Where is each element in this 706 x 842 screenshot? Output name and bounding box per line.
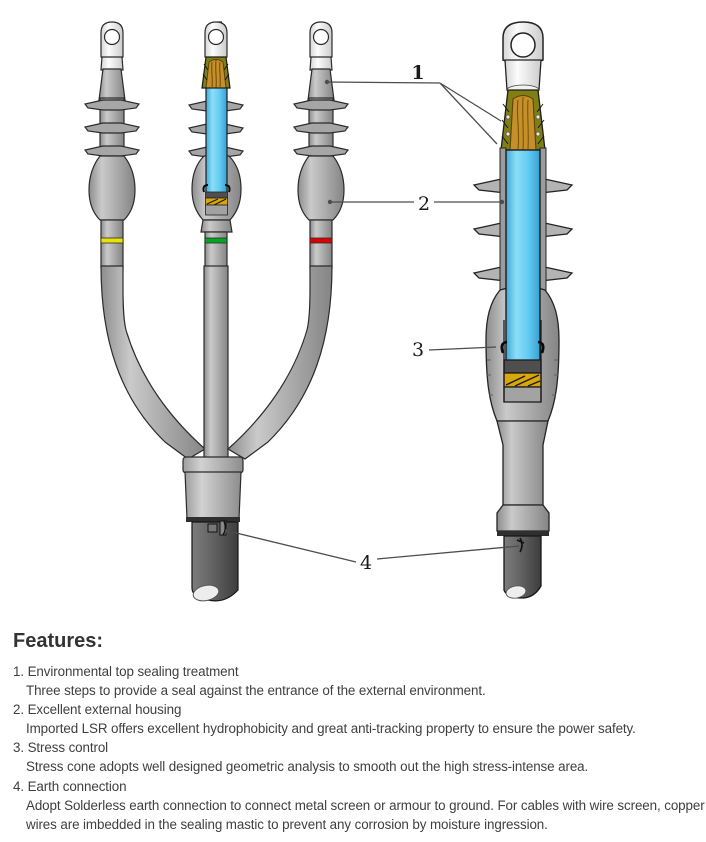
sealing-dot [536,132,540,136]
lug-barrel [101,57,123,70]
feature-description: Adopt Solderless earth connection to connect metal screen or armour to ground. For cables with wire screen, copper wires are imbedded in the sealing mastic to prevent any corrosion by moisture ingression. [26,797,705,832]
boot-collar [183,457,243,473]
cutaway-lower-gray [504,387,541,402]
feature-item-3 [13,738,706,776]
callout-3-label: 3 [411,339,425,361]
lower-tube [497,421,548,505]
housing-neck [308,69,334,100]
phase-band-yellow [101,238,123,243]
feature-description: Imported LSR offers excellent hydrophobicity and great anti-tracking property to ensure the power safety. [26,721,636,737]
feature-title: Environmental top sealing treatment [27,664,239,679]
bottom-collar [497,505,549,531]
callouts [225,62,519,574]
termination-phase-right [228,22,348,459]
shed-1 [85,100,139,110]
three-core-termination [85,22,348,603]
phase-cable [204,266,228,458]
feature-item-1 [13,662,706,700]
housing-neck [99,69,125,100]
lug-hole [314,30,329,45]
feature-title: Earth connection [27,778,127,794]
boot-body [185,472,241,519]
insulation-blue [506,150,540,362]
lug-barrel [310,57,332,70]
feature-number: 3. [13,740,24,756]
leader-line [228,531,519,562]
leader-dot [225,529,229,533]
leader-line [327,82,501,144]
lower-tube [205,232,227,268]
feature-description: Stress cone adopts well designed geometric analysis to smooth out the high stress-intense area. [26,759,589,775]
leader-dot [500,200,504,204]
cutaway-lower-gray [206,205,228,215]
semicon-band [504,360,541,373]
callout-2 [328,193,504,215]
shed-2 [85,123,139,133]
phase-band-red [310,238,332,243]
callout-1-label: 1 [411,62,425,84]
termination-phase-middle-cutaway [189,22,243,458]
shed-3 [85,146,139,156]
copper-tape [504,373,541,387]
callout-4-label: 4 [359,552,373,574]
sealing-dot [506,115,510,119]
lug-hole [105,30,120,45]
feature-number: 2. [13,702,24,718]
feature-title: Stress control [27,740,109,756]
earth-clamp [208,524,217,532]
feature-description: Three steps to provide a seal against the entrance of the external environment. [26,683,486,699]
phase-cable [228,266,332,459]
breakout-boot [183,457,243,603]
housing-wall-left [500,148,506,300]
feature-item-4 [13,777,706,834]
lower-tube [310,220,332,268]
lug-hole [209,30,224,45]
phase-cable [101,266,205,459]
feature-title: Excellent external housing [27,702,182,718]
features-section [0,630,706,834]
callout-1 [325,62,501,144]
stress-cone-body [298,156,344,220]
feature-number: 1. [13,664,24,679]
callout-4 [225,529,519,574]
boot-cable-junction [186,517,240,522]
single-core-termination-cutaway [474,22,572,600]
termination-phase-left [85,22,205,459]
stress-cone-body [89,156,135,220]
shed-2 [294,123,348,133]
semicon-band [206,192,228,198]
callout-2-label: 2 [417,193,431,215]
shed-1 [294,100,348,110]
lower-tube [101,220,123,268]
features-heading: Features: [13,630,104,652]
callout-3 [412,339,496,361]
housing-wall-right [540,148,546,300]
shed-3 [294,146,348,156]
lug-hole [511,33,535,57]
feature-item-2 [13,700,706,738]
collar [201,220,232,232]
feature-number: 4. [13,778,24,794]
insulation-blue [206,88,227,193]
collar-cable-junction [497,531,549,536]
phase-band-green [205,238,227,243]
sealing-dot [506,132,510,136]
sealing-dot [536,115,540,119]
